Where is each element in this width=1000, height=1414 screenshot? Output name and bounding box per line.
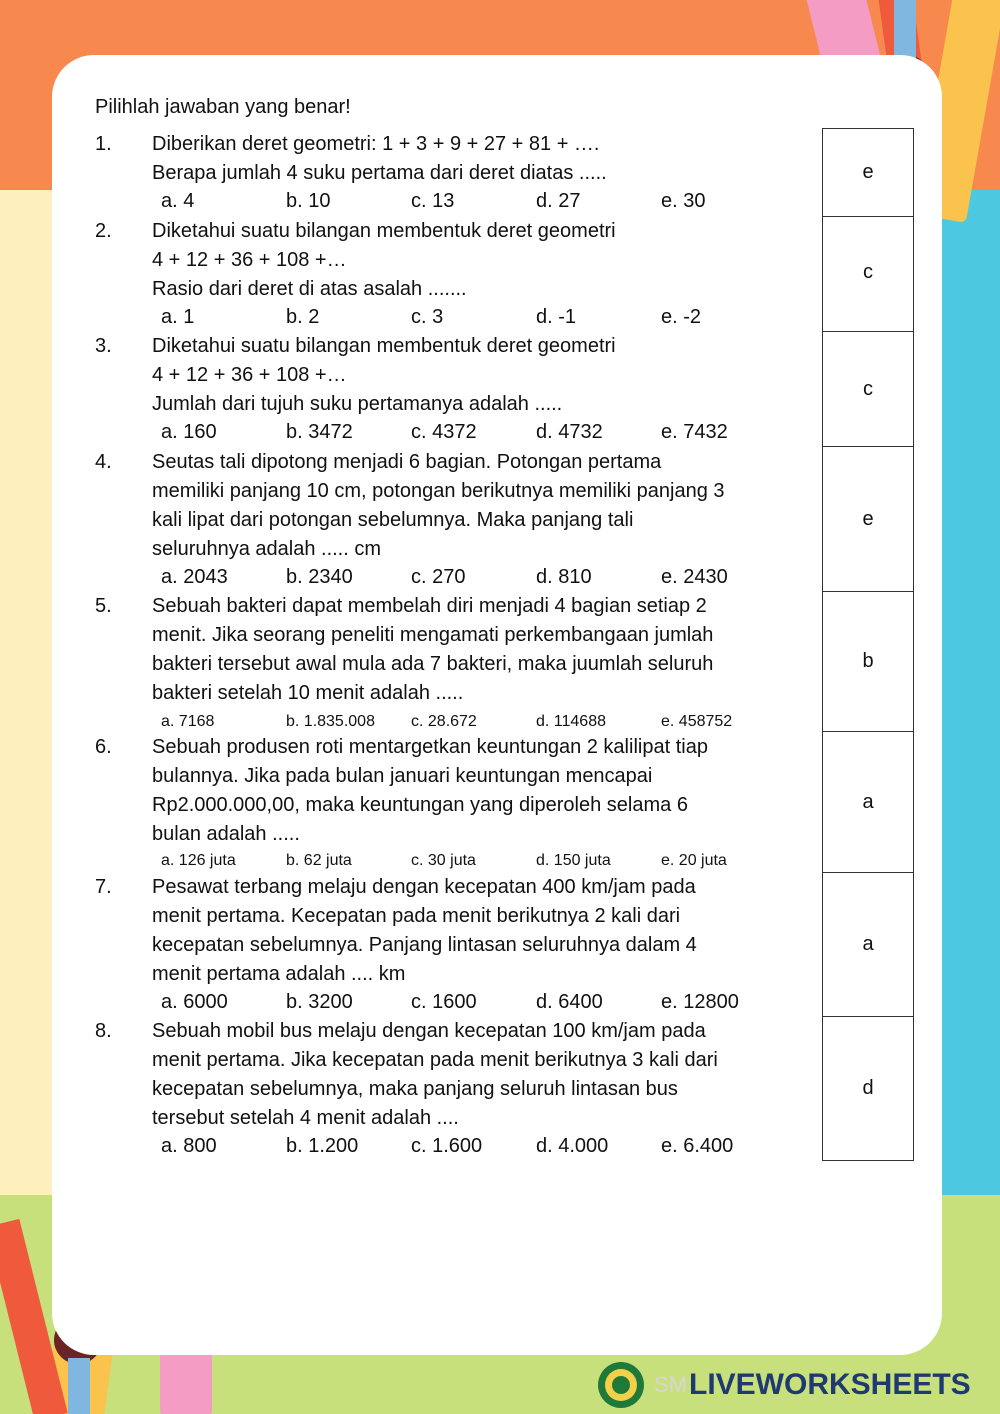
answer-box-2[interactable]: c [822,216,914,332]
option-a: a. 7168 [161,713,215,730]
question-text: Sebuah produsen roti mentargetkan keuntungan 2 kalilipat tiap bulannya. Jika pada bulan januari keuntungan mencapai Rp2.000.000,00, maka keuntungan yang diperoleh selama 6 bulan adalah ..... [152,736,708,845]
question-7 [95,873,785,1018]
option-e: e. -2 [661,306,702,328]
option-a: a. 160 [161,421,217,443]
option-c: c. 13 [411,190,455,212]
option-d: d. 810 [536,566,592,588]
option-c: c. 3 [411,306,444,328]
question-number: 7. [95,876,112,898]
option-b: b. 1.200 [286,1135,359,1157]
option-d: d. 27 [536,190,581,212]
option-d: d. 114688 [536,713,606,730]
answer-box-8[interactable]: d [822,1016,914,1161]
option-b: b. 3200 [286,991,353,1013]
options-row [161,846,781,875]
answer-box-1[interactable]: e [822,128,914,217]
option-e: e. 458752 [661,713,733,730]
question-text: Diberikan deret geometri: 1 + 3 + 9 + 27 + 81 + …. Berapa jumlah 4 suku pertama dari deret diatas ..... [152,133,607,184]
option-b: b. 10 [286,190,331,212]
question-text: Seutas tali dipotong menjadi 6 bagian. Potongan pertama memiliki panjang 10 cm, potongan berikutnya memiliki panjang 3 kali lipat dari potongan sebelumnya. Maka panjang tali seluruhnya adalah ..... cm [152,451,725,560]
option-e: e. 2430 [661,566,728,588]
option-b: b. 2340 [286,566,353,588]
answer-box-4[interactable]: e [822,446,914,592]
options-row [161,707,781,736]
option-d: d. -1 [536,306,577,328]
answer-box-5[interactable]: b [822,591,914,732]
option-a: a. 2043 [161,566,228,588]
option-c: c. 1.600 [411,1135,483,1157]
options-row [161,418,781,447]
question-text: Diketahui suatu bilangan membentuk deret geometri 4 + 12 + 36 + 108 +… Rasio dari deret di atas asalah ....... [152,220,616,300]
answer-box-6[interactable]: a [822,731,914,873]
question-8 [95,1017,785,1162]
question-number: 8. [95,1020,112,1042]
school-emblem-icon [596,1360,646,1410]
option-a: a. 1 [161,306,195,328]
options-row [161,988,781,1017]
options-row [161,563,781,592]
options-row [161,187,781,216]
footer-logo [596,1360,971,1410]
option-a: a. 126 juta [161,852,236,869]
answer-box-7[interactable]: a [822,872,914,1017]
question-3 [95,332,785,448]
question-number: 6. [95,736,112,758]
option-b: b. 62 juta [286,852,352,869]
option-c: c. 28.672 [411,713,477,730]
question-number: 4. [95,451,112,473]
option-d: d. 4.000 [536,1135,609,1157]
option-e: e. 6.400 [661,1135,734,1157]
question-number: 1. [95,133,112,155]
question-text: Pesawat terbang melaju dengan kecepatan 400 km/jam pada menit pertama. Kecepatan pada menit berikutnya 2 kali dari kecepatan sebelumnya. Panjang lintasan seluruhnya dalam 4 menit pertama adalah .... km [152,876,697,985]
option-a: a. 800 [161,1135,217,1157]
option-e: e. 12800 [661,991,739,1013]
question-6 [95,733,785,873]
options-row [161,303,781,332]
question-5 [95,592,785,732]
option-d: d. 4732 [536,421,603,443]
option-d: d. 150 juta [536,852,611,869]
question-1 [95,130,785,218]
question-number: 5. [95,595,112,617]
question-4 [95,448,785,593]
liveworksheets-brand[interactable]: LIVEWORKSHEETS [689,1368,971,1401]
option-c: c. 270 [411,566,466,588]
option-b: b. 2 [286,306,320,328]
option-b: b. 1.835.008 [286,713,375,730]
option-e: e. 7432 [661,421,728,443]
option-e: e. 30 [661,190,706,212]
option-c: c. 1600 [411,991,477,1013]
option-c: c. 4372 [411,421,477,443]
option-d: d. 6400 [536,991,603,1013]
option-c: c. 30 juta [411,852,476,869]
option-a: a. 4 [161,190,195,212]
options-row [161,1132,781,1161]
instruction-text: Pilihlah jawaban yang benar! [95,96,351,118]
sm-text: SM [654,1372,687,1397]
option-b: b. 3472 [286,421,353,443]
question-number: 2. [95,220,112,242]
option-a: a. 6000 [161,991,228,1013]
answer-box-3[interactable]: c [822,331,914,447]
question-text: Sebuah mobil bus melaju dengan kecepatan 100 km/jam pada menit pertama. Jika kecepatan pada menit berikutnya 3 kali dari kecepatan sebelumnya, maka panjang seluruh lintasan bus tersebut setelah 4 menit adalah .... [152,1020,718,1129]
question-text: Diketahui suatu bilangan membentuk deret geometri 4 + 12 + 36 + 108 +… Jumlah dari tujuh suku pertamanya adalah ..... [152,335,616,415]
question-2 [95,217,785,333]
option-e: e. 20 juta [661,852,727,869]
question-text: Sebuah bakteri dapat membelah diri menjadi 4 bagian setiap 2 menit. Jika seorang peneliti mengamati perkembangaan jumlah bakteri tersebut awal mula ada 7 bakteri, maka juumlah seluruh bakteri setelah 10 menit adalah ..... [152,595,714,704]
question-number: 3. [95,335,112,357]
